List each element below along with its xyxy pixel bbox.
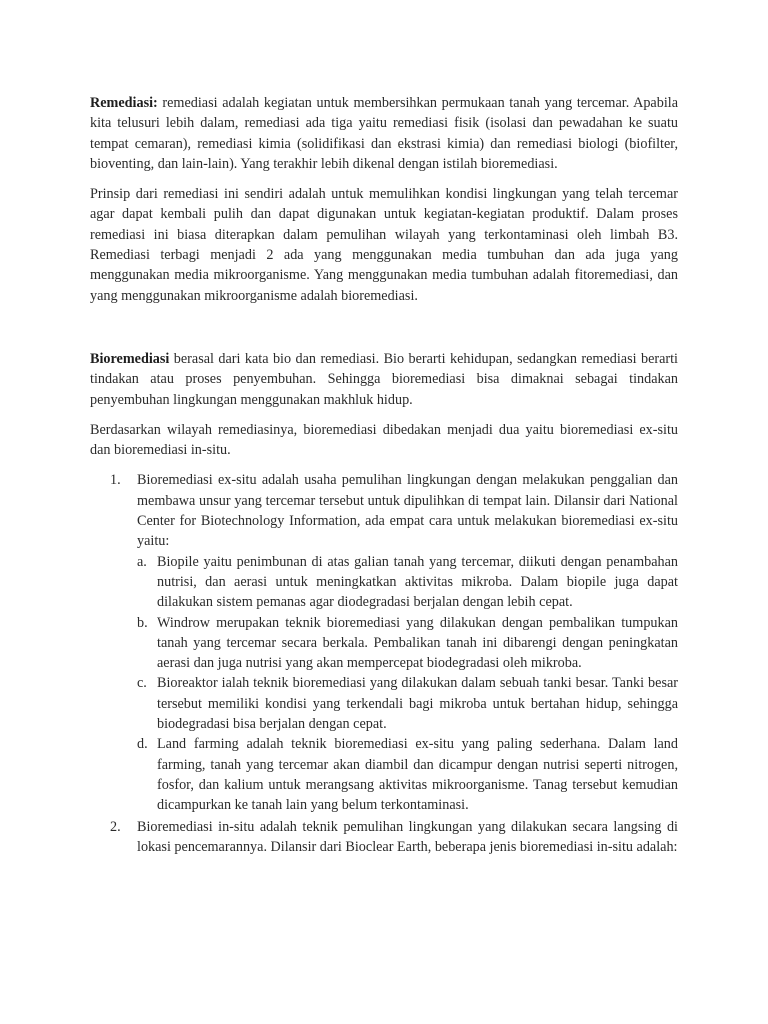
sub-item-text: Biopile yaitu penimbunan di atas galian tanah yang tercemar, diikuti dengan penambahan nutrisi, dan aerasi untuk meningkatkan aktivitas mikroba. Dalam biopile juga dapat dilakukan sistem pemanas agar diodegradasi berjalan dengan lebih cepat. — [157, 553, 678, 611]
sub-item-biopile — [137, 552, 678, 613]
list-marker: 2. — [110, 818, 121, 835]
term-bioremediasi: Bioremediasi — [90, 350, 170, 367]
paragraph-bioremediasi — [90, 349, 678, 410]
sub-list — [137, 552, 678, 816]
sub-item-land-farming — [137, 734, 678, 815]
list-item-text: Bioremediasi ex-situ adalah usaha pemulihan lingkungan dengan melakukan penggalian dan membawa unsur yang tercemar tersebut untuk dipulihkan di tempat lain. Dilansir dari National Center for Biotechnology Information, ada empat cara untuk melakukan bioremediasi ex-situ yaitu: — [137, 472, 678, 550]
list-item-text: Bioremediasi in-situ adalah teknik pemulihan lingkungan yang dilakukan secara langsing di lokasi pencemarannya. Dilansir dari Bioclear Earth, beberapa jenis bioremediasi in-situ adalah: — [137, 818, 678, 855]
sub-item-text: Windrow merupakan teknik bioremediasi yang dilakukan dengan pembalikan tumpukan tanah yang tercemar secara berkala. Pembalikan tanah ini dibarengi dengan peningkatan aerasi dan juga nutrisi yang akan mempercepat biodegradasi oleh mikroba. — [157, 614, 678, 672]
sub-item-windrow — [137, 613, 678, 674]
bioremediasi-definition: berasal dari kata bio dan remediasi. Bio berarti kehidupan, sedangkan remediasi berarti tindakan atau proses penyembuhan. Sehingga bioremediasi bisa dimaknai sebagai tindakan penyembuhan lingkungan menggunakan makhluk hidup. — [90, 350, 678, 408]
sub-marker: d. — [137, 736, 148, 753]
paragraph-prinsip: Prinsip dari remediasi ini sendiri adalah untuk memulihkan kondisi lingkungan yang telah tercemar agar dapat kembali pulih dan dapat digunakan untuk kegiatan-kegiatan produktif. Dalam proses remediasi ini biasa diterapkan dalam pemulihan wilayah yang terkontaminasi oleh limbah B3. Remediasi terbagi menjadi 2 ada yang menggunakan media tumbuhan dan ada juga yang menggunakan media mikroorganisme. Yang menggunakan media tumbuhan adalah fitoremediasi, dan yang menggunakan mikroorganisme adalah bioremediasi. — [90, 186, 678, 304]
sub-item-text: Land farming adalah teknik bioremediasi ex-situ yang paling sederhana. Dalam land farming, tanah yang tercemar akan diambil dan dicampur dengan nutrisi seperti nitrogen, fosfor, dan kalium untuk merangsang aktivitas mikroorganisme. Tanag tersebut kemudian dicampurkan ke tanah lain yang belum terkontaminasi. — [157, 736, 678, 814]
term-remediasi: Remediasi: — [90, 95, 158, 111]
sub-item-text: Bioreaktor ialah teknik bioremediasi yang dilakukan dalam sebuah tanki besar. Tanki besar tersebut memiliki kondisi yang terkendali bagi mikroba untuk bertahan hidup, sehingga biodegradasi bisa berjalan dengan cepat. — [157, 675, 678, 733]
sub-marker: b. — [137, 614, 148, 631]
list-marker: 1. — [110, 472, 121, 489]
sub-marker: a. — [137, 553, 147, 570]
list-item-ex-situ — [90, 470, 678, 815]
list-item-in-situ — [90, 817, 678, 858]
numbered-list — [90, 470, 678, 857]
sub-marker: c. — [137, 675, 147, 692]
remediasi-definition: remediasi adalah kegiatan untuk membersihkan permukaan tanah yang tercemar. Apabila kita telusuri lebih dalam, remediasi ada tiga yaitu remediasi fisik (isolasi dan pewadahan ke suatu tempat cemaran), remediasi kimia (solidifikasi dan ekstrasi kimia) dan remediasi biologi (biofilter, bioventing, dan lain-lain). Yang terakhir lebih dikenal dengan istilah bioremediasi. — [90, 95, 678, 172]
paragraph-berdasarkan: Berdasarkan wilayah remediasinya, bioremediasi dibedakan menjadi dua yaitu bioremediasi ex-situ dan bioremediasi in-situ. — [90, 421, 678, 459]
sub-item-bioreaktor — [137, 673, 678, 734]
paragraph-remediasi — [90, 93, 678, 174]
